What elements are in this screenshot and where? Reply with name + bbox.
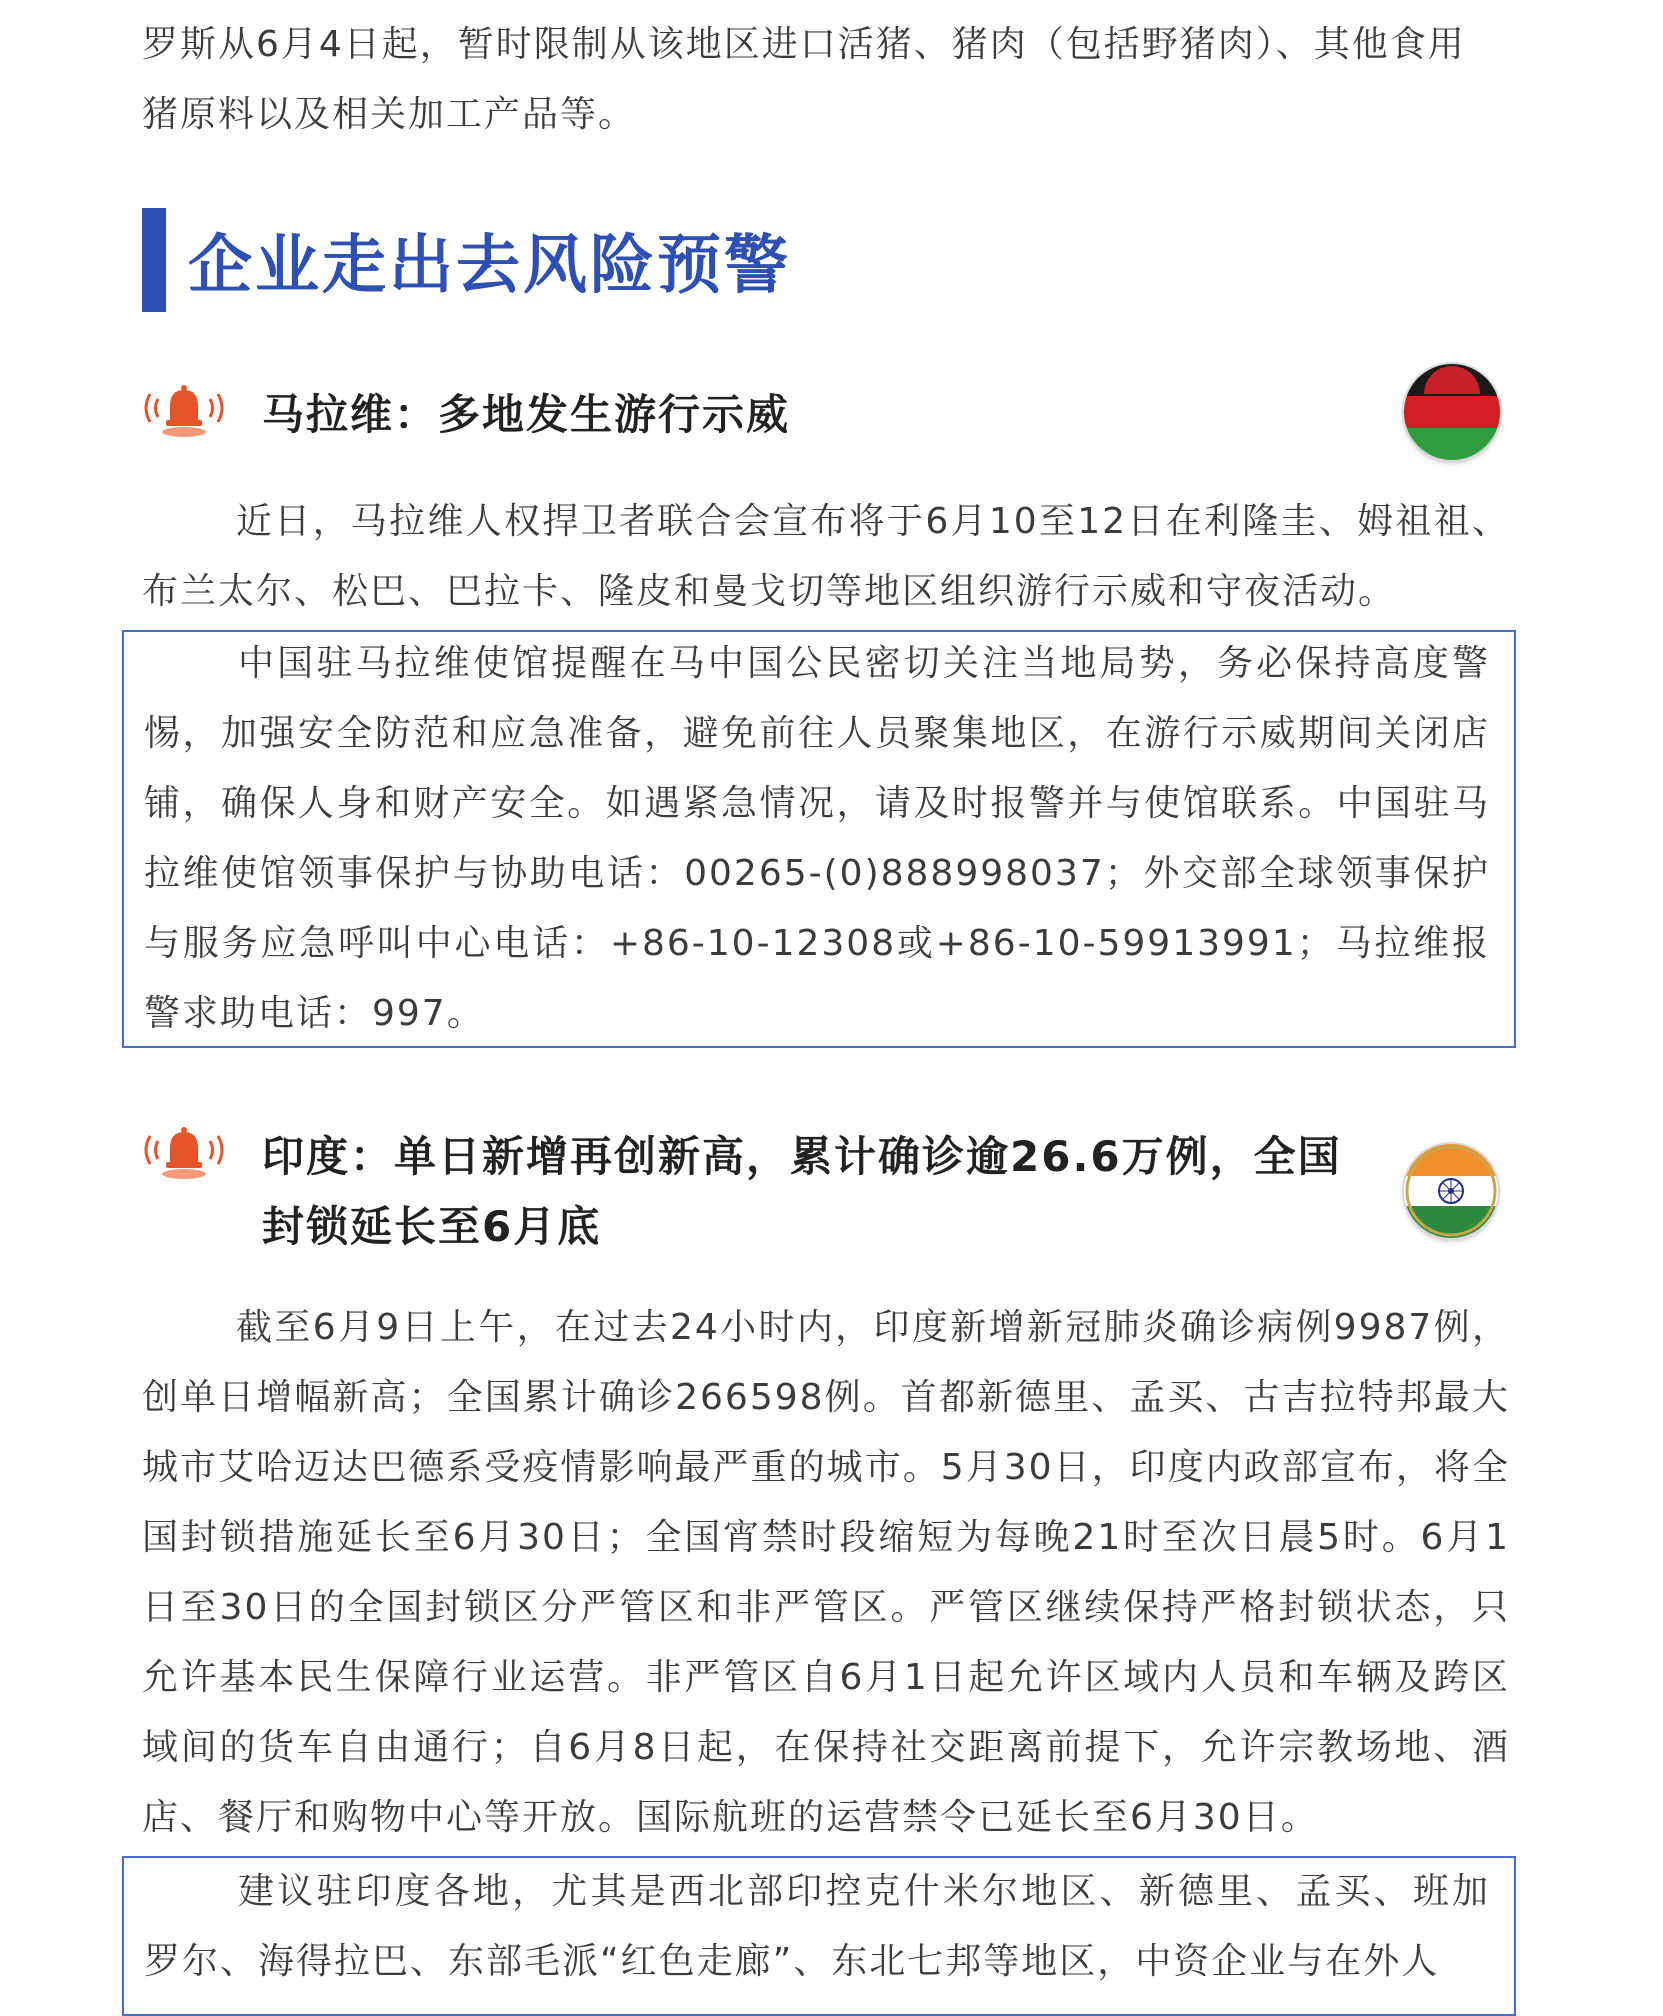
- section-accent-bar: [142, 208, 166, 312]
- india-title-line-1: 印度：单日新增再创新高，累计确诊逾26.6万例，全国: [262, 1132, 1342, 1181]
- section-header: [142, 208, 791, 312]
- india-alert-heading: [136, 1122, 1342, 1262]
- india-body: 截至6月9日上午，在过去24小时内，印度新增新冠肺炎确诊病例9987例，创单日增幅新高；全国累计确诊266598例。首都新德里、孟买、古吉拉特邦最大城市艾哈迈达巴德系受疫情影响最严重的城市。5月30日，印度内政部宣布，将全国封锁措施延长至6月30日；全国宵禁时段缩短为每晚21时至次日晨5时。6月1日至30日的全国封锁区分严管区和非严管区。严管区继续保持严格封锁状态，只允许基本民生保障行业运营。非严管区自6月1日起允许区域内人员和车辆及跨区域间的货车自由通行；自6月8日起，在保持社交距离前提下，允许宗教场地、酒店、餐厅和购物中心等开放。国际航班的运营禁令已延长至6月30日。: [142, 1307, 1510, 1838]
- intro-line-2: 猪原料以及相关加工产品等。: [142, 94, 637, 135]
- intro-line-1: 罗斯从6月4日起，暂时限制从该地区进口活猪、猪肉（包括野猪肉）、其他食用: [142, 24, 1466, 65]
- india-notice-box: [122, 1856, 1516, 2016]
- malawi-alert-title: 马拉维：多地发生游行示威: [262, 390, 791, 439]
- india-alert-title: [262, 1122, 1342, 1262]
- malawi-notice-box: [122, 630, 1516, 1048]
- intro-paragraph: [142, 10, 1510, 150]
- section-title: 企业走出去风险预警: [188, 229, 791, 303]
- malawi-body: 近日，马拉维人权捍卫者联合会宣布将于6月10至12日在利隆圭、姆祖祖、布兰太尔、松巴、巴拉卡、隆皮和曼戈切等地区组织游行示威和守夜活动。: [142, 501, 1510, 612]
- india-flag-icon: [1404, 1144, 1498, 1238]
- india-title-line-2: 封锁延长至6月底: [262, 1202, 602, 1251]
- alarm-bell-icon: [136, 380, 232, 440]
- malawi-flag-icon: [1404, 364, 1500, 460]
- malawi-alert-heading: [136, 380, 790, 450]
- alarm-bell-icon: [136, 1122, 232, 1182]
- india-notice-text: 建议驻印度各地，尤其是西北部印控克什米尔地区、新德里、孟买、班加罗尔、海得拉巴、东部毛派“红色走廊”、东北七邦等地区，中资企业与在外人: [144, 1871, 1490, 1982]
- malawi-notice-text: 中国驻马拉维使馆提醒在马中国公民密切关注当地局势，务必保持高度警惕，加强安全防范和应急准备，避免前往人员聚集地区，在游行示威期间关闭店铺，确保人身和财产安全。如遇紧急情况，请及时报警并与使馆联系。中国驻马拉维使馆领事保护与协助电话：00265-(0)888998037；外交部全球领事保护与服务应急呼叫中心电话：+86-10-12308或+86-10-59913991；马拉维报警求助电话：997。: [144, 643, 1490, 1034]
